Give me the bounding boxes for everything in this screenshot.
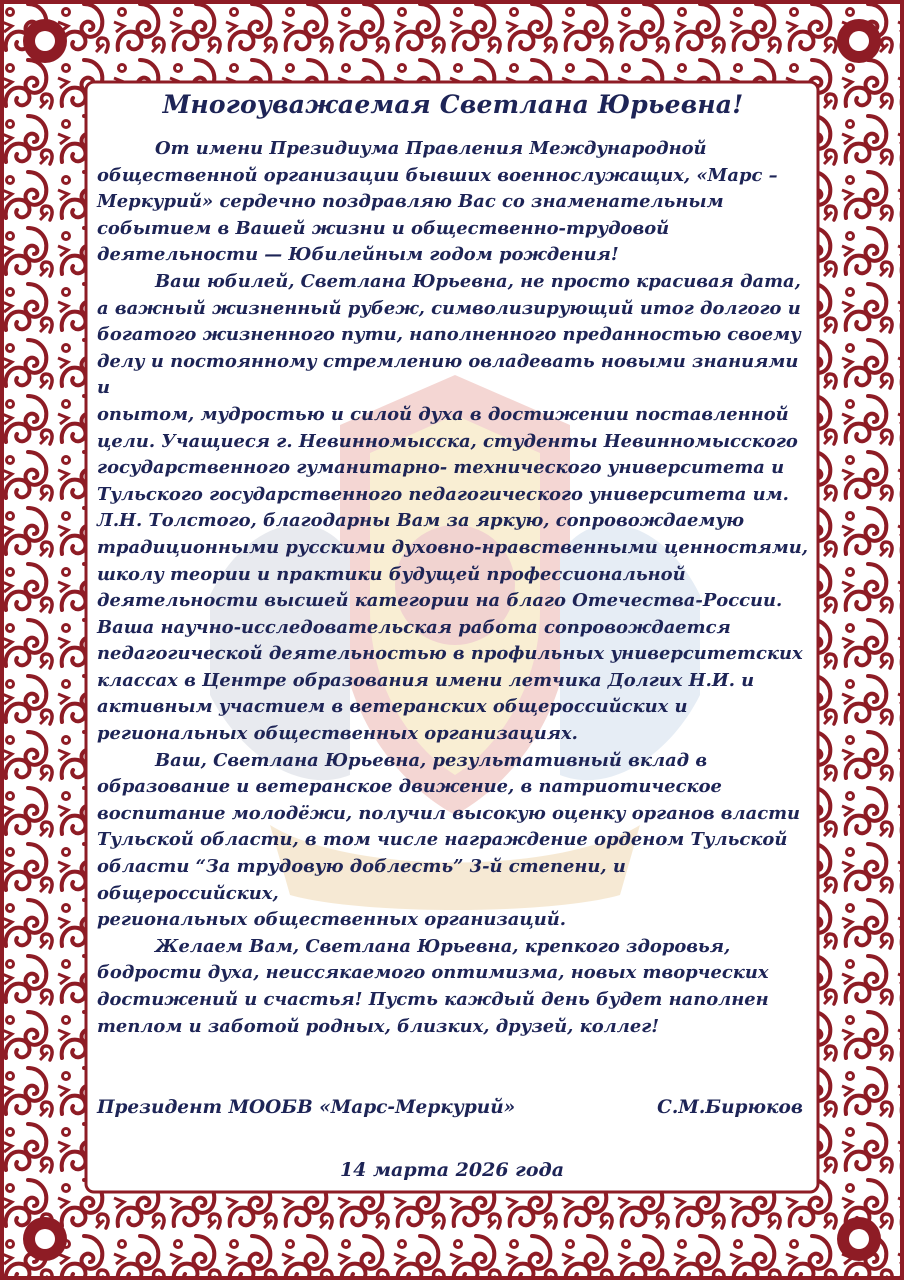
letter-body <box>97 136 809 1040</box>
greeting: Многоуважаемая Светлана Юрьевна! <box>162 90 744 119</box>
signature-position: Президент МООБВ «Марс-Меркурий» <box>97 1097 516 1118</box>
signature-name: С.М.Бирюков <box>657 1097 803 1118</box>
paragraph-wishes: Желаем Вам, Светлана Юрьевна, крепкого здоровья, бодрости духа, неиссякаемого оптимизма, новых творческих достижений и счастья! Пусть каждый день будет наполнен теплом и заботой родных, близких, друзей, коллег! <box>97 935 769 1037</box>
paragraph-intro: От имени Президиума Правления Международной общественной организации бывших военнослужащих, «Марс – Меркурий» сердечно поздравляю Вас со знаменательным событием в Вашей жизни и общественно-трудовой деятельности — Юбилейным годом рождения! <box>97 138 778 266</box>
paragraph-contribution: Ваш, Светлана Юрьевна, результативный вклад в образование и ветеранское движение, в патриотическое воспитание молодёжи, получил высокую оценку органов власти Тульской области, в том числе награждение орденом Тульской области “За трудовую доблесть” 3-й степени, и общероссийских, региональных общественных организаций. <box>97 749 801 931</box>
letter-content <box>97 90 809 1040</box>
letter-date: 14 марта 2026 года <box>339 1159 565 1181</box>
paragraph-jubilee: Ваш юбилей, Светлана Юрьевна, не просто красивая дата, а важный жизненный рубеж, символизирующий итог долгого и богатого жизненного пути, наполненного преданностью своему делу и постоянному стремлению овладевать новыми знаниями и опытом, мудростью и силой духа в достижении поставленной цели. Учащиеся г. Невинномысска, студенты Невинномысского государственного гуманитарно- технического университета и Тульского государственного педагогического университета им. Л.Н. Толстого, благодарны Вам за яркую, сопровождаемую традиционными русскими духовно-нравственными ценностями, школу теории и практики будущей профессиональной деятельности высшей категории на благо Отечества-России. Ваша научно-исследовательская работа сопровождается педагогической деятельностью в профильных университетских классах в Центре образования имени летчика Долгих Н.И. и активным участием в ветеранских общероссийских и региональных общественных организациях. <box>97 270 809 745</box>
signature-block <box>97 1097 803 1118</box>
